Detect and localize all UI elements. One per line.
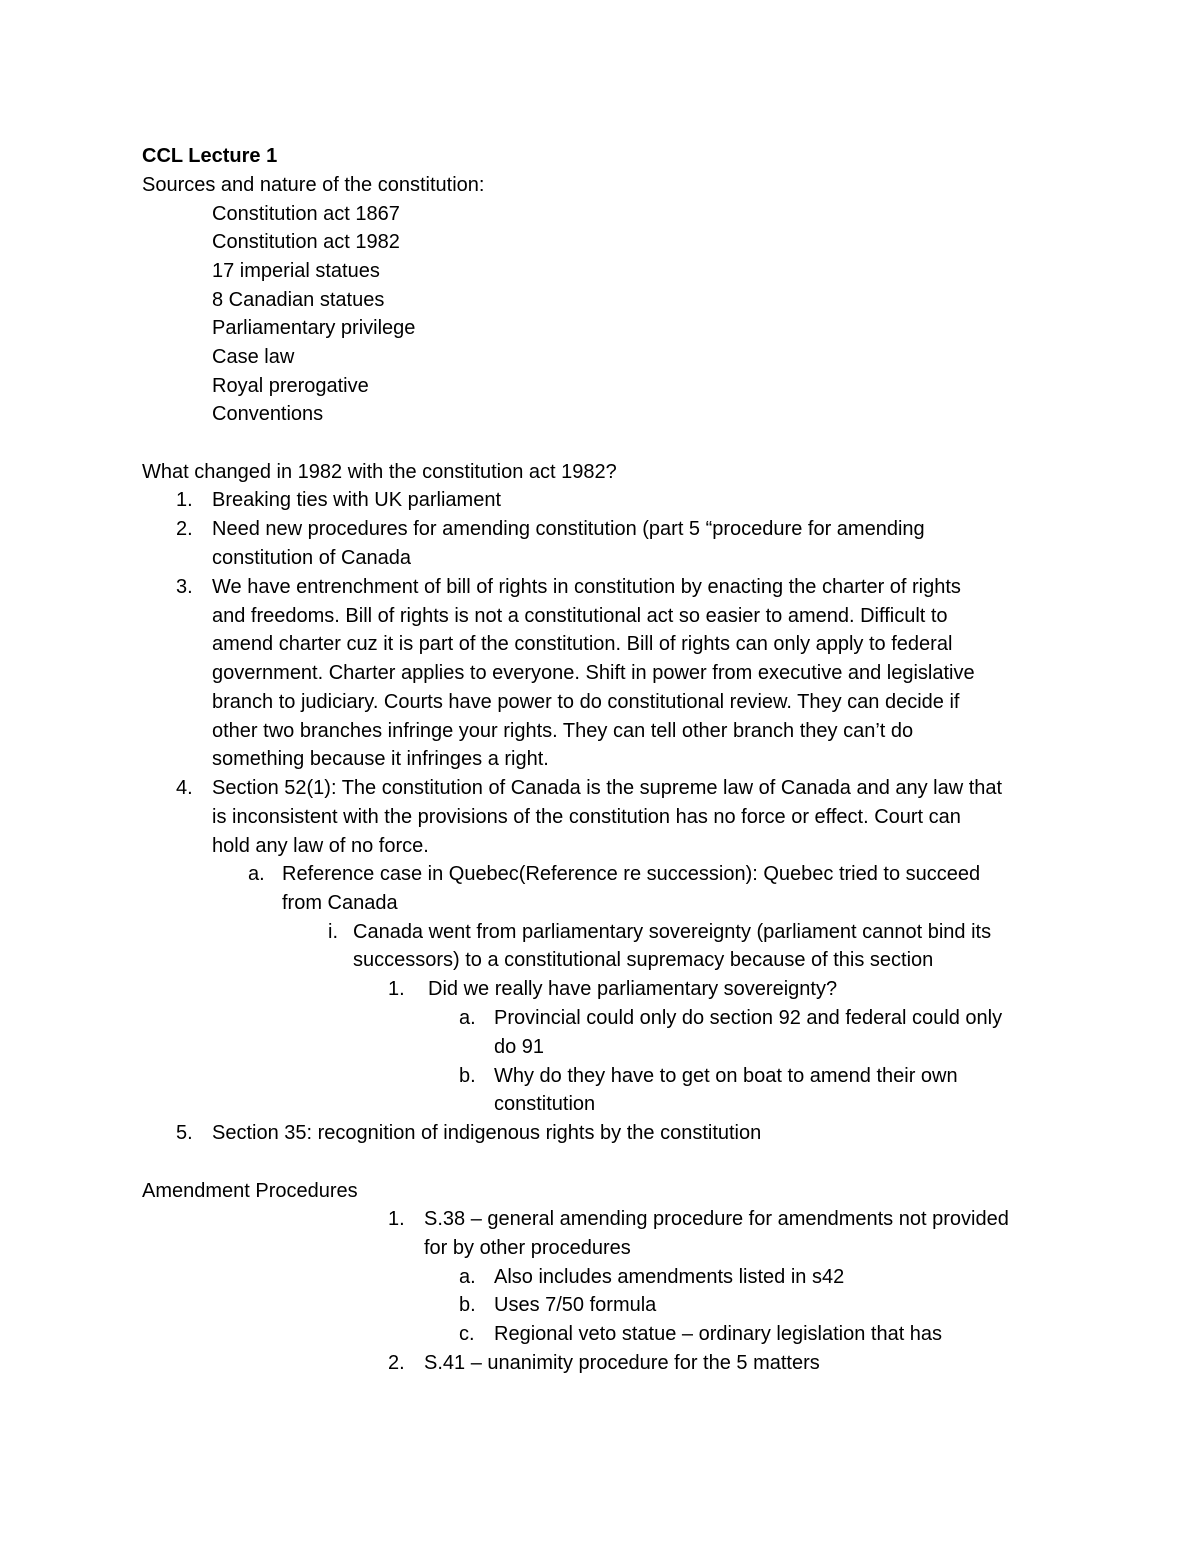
amend-item-1-line: S.38 – general amending procedure for amendments not provided bbox=[424, 1208, 1009, 1230]
amend-item-1-line: for by other procedures bbox=[424, 1237, 631, 1259]
changes-item-4ai1b-line: constitution bbox=[494, 1093, 596, 1115]
changes-item-4ai1: Did we really have parliamentary sovereignty? bbox=[428, 978, 838, 1000]
source-item: 8 Canadian statues bbox=[212, 289, 385, 311]
changes-item-4ai1a-line: Provincial could only do section 92 and federal could only bbox=[494, 1007, 1003, 1029]
changes-item-4ai1a-line: do 91 bbox=[494, 1036, 545, 1058]
list-marker: a. bbox=[459, 1266, 476, 1288]
changes-item-3-line: We have entrenchment of bill of rights in constitution by enacting the charter of rights bbox=[212, 576, 961, 598]
changes-item-2-line: Need new procedures for amending constitution (part 5 “procedure for amending bbox=[212, 518, 925, 540]
sources-heading: Sources and nature of the constitution: bbox=[142, 174, 485, 196]
changes-item-4ai-line: successors) to a constitutional supremacy because of this section bbox=[353, 949, 934, 971]
source-item: Constitution act 1982 bbox=[212, 231, 400, 253]
document-title: CCL Lecture 1 bbox=[142, 145, 278, 167]
changes-item-4a-line: from Canada bbox=[282, 892, 398, 914]
list-marker: 1. bbox=[176, 489, 193, 511]
changes-item-4-line: is inconsistent with the provisions of the constitution has no force or effect. Court can bbox=[212, 806, 961, 828]
list-marker: i. bbox=[328, 921, 338, 943]
list-marker: b. bbox=[459, 1294, 476, 1316]
changes-item-4-line: hold any law of no force. bbox=[212, 835, 429, 857]
list-marker: b. bbox=[459, 1065, 476, 1087]
changes-item-4-line: Section 52(1): The constitution of Canada is the supreme law of Canada and any law that bbox=[212, 777, 1003, 799]
changes-item-4ai-line: Canada went from parliamentary sovereignty (parliament cannot bind its bbox=[353, 921, 992, 943]
source-item: 17 imperial statues bbox=[212, 260, 380, 282]
changes-item-2-line: constitution of Canada bbox=[212, 547, 412, 569]
list-marker: a. bbox=[459, 1007, 476, 1029]
list-marker: 3. bbox=[176, 576, 193, 598]
list-marker: 2. bbox=[176, 518, 193, 540]
amend-item-1a: Also includes amendments listed in s42 bbox=[494, 1266, 845, 1288]
changes-item-3-line: branch to judiciary. Courts have power to do constitutional review. They can decide if bbox=[212, 691, 960, 713]
changes-item-3-line: amend charter cuz it is part of the constitution. Bill of rights can only apply to federal bbox=[212, 633, 953, 655]
source-item: Constitution act 1867 bbox=[212, 203, 400, 225]
list-marker: 1. bbox=[388, 978, 405, 1000]
changes-item-5: Section 35: recognition of indigenous rights by the constitution bbox=[212, 1122, 762, 1144]
list-marker: 2. bbox=[388, 1352, 405, 1374]
amend-item-1c: Regional veto statue – ordinary legislation that has bbox=[494, 1323, 943, 1345]
amend-item-2: S.41 – unanimity procedure for the 5 matters bbox=[424, 1352, 820, 1374]
list-marker: 5. bbox=[176, 1122, 193, 1144]
list-marker: 1. bbox=[388, 1208, 405, 1230]
changes-item-4a-line: Reference case in Quebec(Reference re succession): Quebec tried to succeed bbox=[282, 863, 981, 885]
list-marker: c. bbox=[459, 1323, 475, 1345]
amend-heading: Amendment Procedures bbox=[142, 1180, 358, 1202]
changes-heading: What changed in 1982 with the constitution act 1982? bbox=[142, 461, 617, 483]
changes-item-1: Breaking ties with UK parliament bbox=[212, 489, 502, 511]
amend-item-1b: Uses 7/50 formula bbox=[494, 1294, 657, 1316]
changes-item-4ai1b-line: Why do they have to get on boat to amend their own bbox=[494, 1065, 958, 1087]
source-item: Conventions bbox=[212, 403, 324, 425]
changes-item-3-line: something because it infringes a right. bbox=[212, 748, 549, 770]
source-item: Parliamentary privilege bbox=[212, 317, 416, 339]
changes-item-3-line: and freedoms. Bill of rights is not a constitutional act so easier to amend. Difficult to bbox=[212, 605, 948, 627]
changes-item-3-line: other two branches infringe your rights. They can tell other branch they can’t do bbox=[212, 720, 914, 742]
changes-item-3-line: government. Charter applies to everyone. Shift in power from executive and legislative bbox=[212, 662, 975, 684]
list-marker: 4. bbox=[176, 777, 193, 799]
source-item: Royal prerogative bbox=[212, 375, 369, 397]
list-marker: a. bbox=[248, 863, 265, 885]
source-item: Case law bbox=[212, 346, 295, 368]
